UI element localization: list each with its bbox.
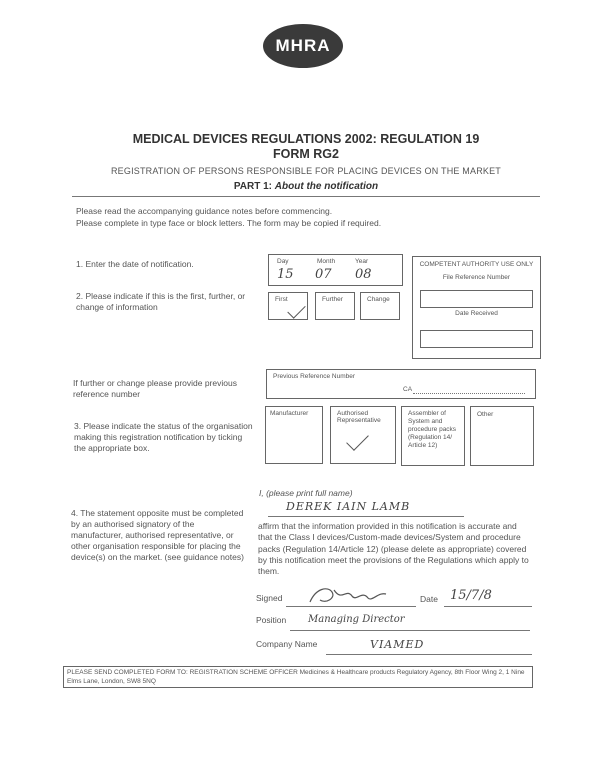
date-signed-label: Date <box>420 594 438 604</box>
change-label: Change <box>367 296 390 303</box>
affirm-text: affirm that the information provided in this notification is accurate and that the Class I devices/Custom-made devices/System and procedure packs (Regulation 14/Article 12) (please delete as appropriate) covered by this notification meet the provisions of the Regulations which apply to them. <box>258 521 529 577</box>
further-label: Further <box>322 296 343 303</box>
assembler-checkbox[interactable] <box>401 406 465 466</box>
ca-file-ref-field <box>420 290 533 308</box>
part-heading <box>0 181 612 192</box>
footer-box <box>63 666 533 688</box>
month-label: Month <box>317 258 336 265</box>
date-signed-value: 15/7/8 <box>450 588 492 603</box>
ca-file-ref-label: File Reference Number <box>442 274 511 281</box>
signature-field[interactable] <box>286 592 416 607</box>
assembler-label: Assembler of System and procedure packs (Regulation 14/ Article 12) <box>408 410 457 449</box>
other-label: Other <box>477 411 494 418</box>
authorised-representative-label: Authorised Representative <box>337 410 381 424</box>
date-box[interactable] <box>268 254 403 286</box>
position-field[interactable] <box>290 616 530 631</box>
instruction-1: Please read the accompanying guidance notes before commencing. <box>76 206 333 216</box>
year-label: Year <box>355 258 369 265</box>
company-field[interactable] <box>326 640 532 655</box>
footer-text: PLEASE SEND COMPLETED FORM TO: REGISTRATION SCHEME OFFICER Medicines & Healthcare products Regulatory Agency, 8th Floor Wing 2, 1 Nine Elms Lane, London, SW8 5NQ <box>67 669 525 685</box>
first-label: First <box>275 296 288 303</box>
signed-label: Signed <box>256 593 283 603</box>
part-title: About the notification <box>274 181 379 192</box>
position-label: Position <box>256 615 287 625</box>
print-name-label: I, (please print full name) <box>259 488 353 498</box>
position-value: Managing Director <box>308 614 405 625</box>
question-2: 2. Please indicate if this is the first, further, or change of information <box>76 291 246 312</box>
ca-date-received-label: Date Received <box>455 310 498 317</box>
ca-date-received-field <box>420 330 533 348</box>
prev-ref-label: Previous Reference Number <box>273 373 356 380</box>
manufacturer-checkbox[interactable] <box>265 406 323 464</box>
part-label: PART 1: <box>233 181 273 192</box>
prev-ref-line <box>413 393 525 394</box>
prev-ref-prefix: CA <box>403 386 413 393</box>
print-name-field[interactable] <box>268 502 464 517</box>
form-id: FORM RG2 <box>273 147 339 161</box>
manufacturer-label: Manufacturer <box>270 410 309 417</box>
form-title: MEDICAL DEVICES REGULATIONS 2002: REGULATION 19 <box>132 132 480 146</box>
company-value: VIAMED <box>370 638 425 651</box>
mhra-logo: MHRA <box>263 24 343 68</box>
form-subtitle: REGISTRATION OF PERSONS RESPONSIBLE FOR PLACING DEVICES ON THE MARKET <box>110 166 502 176</box>
instruction-2: Please complete in type face or block letters. The form may be copied if required. <box>76 218 382 228</box>
other-checkbox[interactable] <box>470 406 534 466</box>
signature-image <box>306 584 396 606</box>
day-value: 15 <box>277 267 294 282</box>
question-1: 1. Enter the date of notification. <box>76 259 194 269</box>
ca-title: COMPETENT AUTHORITY USE ONLY <box>419 261 534 268</box>
year-value: 08 <box>355 267 372 282</box>
date-signed-field[interactable] <box>444 588 532 607</box>
competent-authority-box <box>412 256 541 359</box>
further-change-note: If further or change please provide previous reference number <box>73 378 237 399</box>
change-checkbox[interactable] <box>360 292 400 320</box>
question-4: 4. The statement opposite must be completed by an authorised signatory of the manufacturer, authorised representative, or other organisation responsible for placing the device(s) on the market. (see guidance notes) <box>71 508 244 562</box>
month-value: 07 <box>315 267 332 282</box>
print-name-value: DEREK IAIN LAMB <box>286 500 411 513</box>
header-rule <box>72 196 540 197</box>
company-label: Company Name <box>256 639 318 649</box>
further-checkbox[interactable] <box>315 292 355 320</box>
day-label: Day <box>277 258 289 265</box>
previous-reference-field[interactable] <box>266 369 536 399</box>
question-3: 3. Please indicate the status of the organisation making this registration notification by ticking the appropriate box. <box>74 421 253 453</box>
